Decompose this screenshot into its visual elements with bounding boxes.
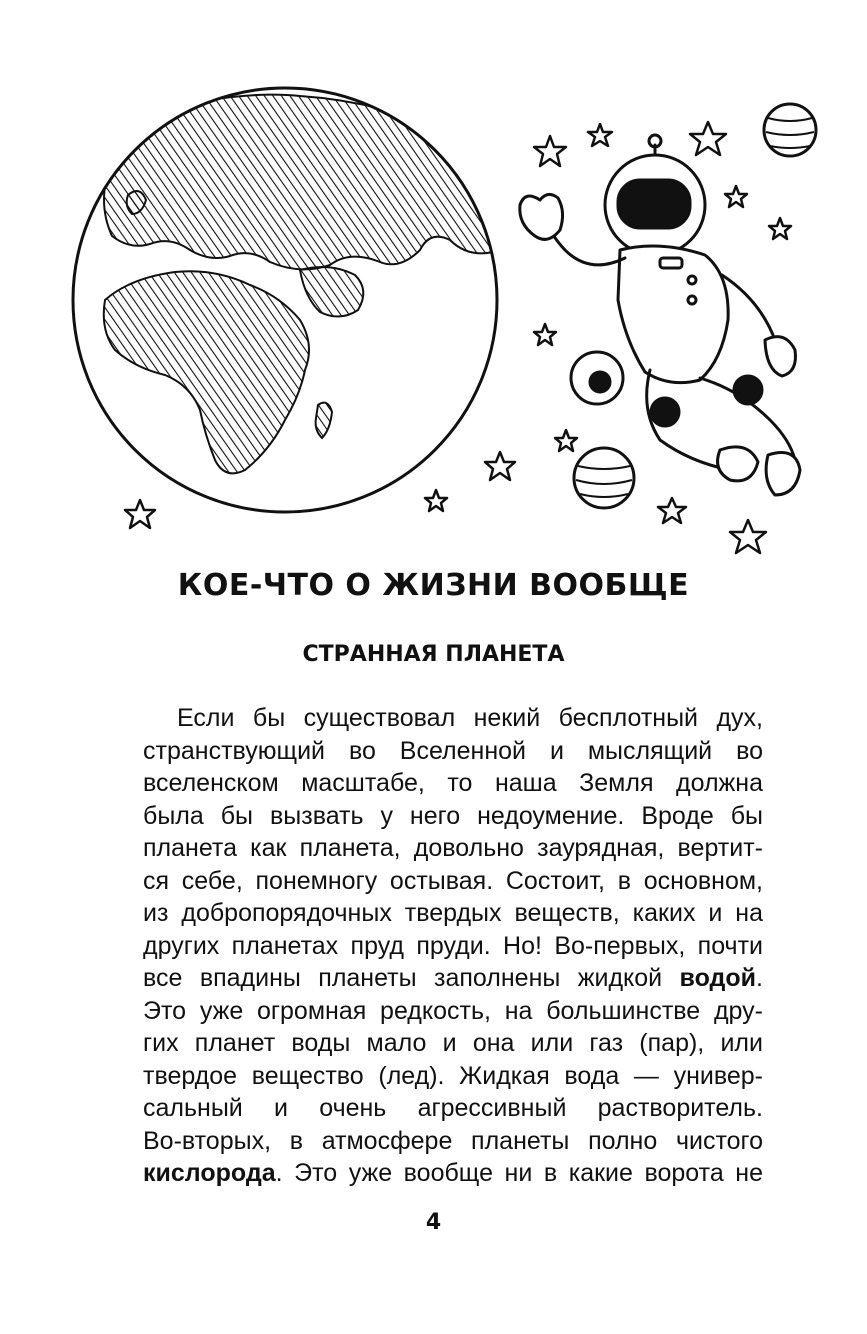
line-text: . xyxy=(756,964,763,992)
paragraph-line: сальный и очень агрессивный растворитель. xyxy=(143,1094,763,1122)
paragraph-line: твердое вещество (лед). Жидкая вода — универ- xyxy=(143,1061,763,1090)
earth-globe-icon xyxy=(73,88,500,512)
body-paragraph xyxy=(143,702,763,1190)
paragraph-line: странствующий во Вселенной и мыслящий во xyxy=(143,736,763,765)
planet-icon xyxy=(764,104,816,156)
planet-icon xyxy=(574,448,634,508)
paragraph-line: Если бы существовал некий бесплотный дух, xyxy=(177,704,763,732)
paragraph-line: планета как планета, довольно заурядная, вертит- xyxy=(143,834,763,862)
paragraph-line: гих планет воды мало и она или газ (пар), или xyxy=(143,1029,763,1057)
paragraph-line: Во-вторых, в атмосфере планеты полно чистого xyxy=(143,1126,763,1155)
illustration-earth-astronaut xyxy=(0,0,867,560)
line-text: все впадины планеты заполнены жидкой xyxy=(143,964,680,992)
paragraph-line: была бы вызвать у него недоумение. Вроде бы xyxy=(143,801,763,830)
paragraph-line: вселенском масштабе, то наша Земля должна xyxy=(143,769,763,797)
paragraph-line: других планетах пруд пруди. Но! Во-первых, почти xyxy=(143,931,763,960)
planet-icon xyxy=(571,352,623,404)
paragraph-line xyxy=(143,1157,763,1190)
bold-term: кислорода xyxy=(143,1159,276,1187)
paragraph-line: из добропорядочных твердых веществ, каких и на xyxy=(143,899,763,927)
line-text: . Это уже вообще ни в какие ворота не xyxy=(275,1159,763,1187)
bold-term: водой xyxy=(679,964,757,992)
paragraph-line: Это уже огромная редкость, на большинстве дру- xyxy=(143,996,763,1025)
chapter-title: КОЕ-ЧТО О ЖИЗНИ ВООБЩЕ xyxy=(177,568,690,603)
page-number: 4 xyxy=(425,1210,442,1235)
paragraph-line xyxy=(143,962,763,995)
paragraph-line: ся себе, понемногу остывая. Состоит, в основном, xyxy=(143,866,763,895)
section-subtitle: СТРАННАЯ ПЛАНЕТА xyxy=(302,642,565,667)
